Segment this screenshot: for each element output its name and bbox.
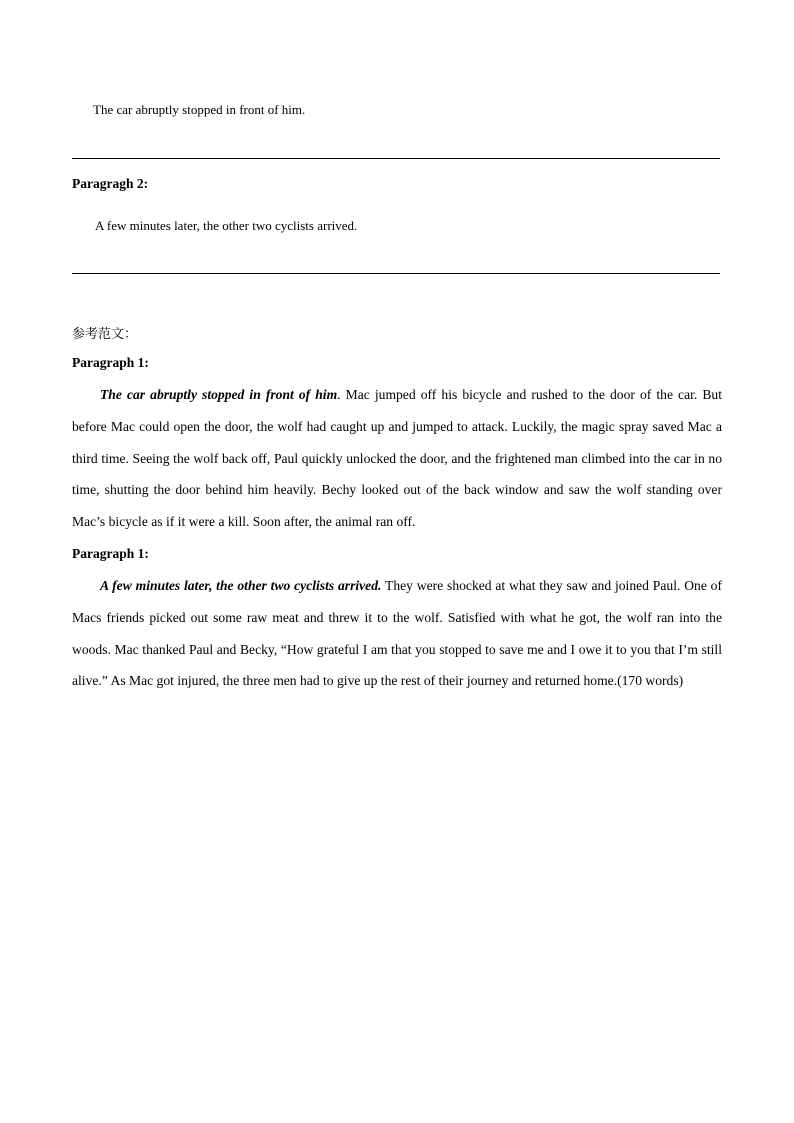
sample-paragraph2 — [72, 570, 722, 697]
sample-paragraph1-body: . Mac jumped off his bicycle and rushed to the door of the car. But before Mac could open the door, the wolf had caught up and jumped to attack. Luckily, the magic spray saved Mac a third time. Seeing the wolf back off, Paul quickly unlocked the door, and the frightened man climbed into the car in no time, shutting the door behind him heavily. Bechy looked out of the back window and saw the wolf standing over Mac’s bicycle as if it were a kill. Soon after, the animal ran off. — [72, 387, 723, 530]
sample-paragraph2-heading: Paragraph 1: — [72, 546, 149, 561]
reference-sample-label: 参考范文： — [72, 327, 138, 342]
paragraph1-prompt: The car abruptly stopped in front of him. — [93, 102, 306, 117]
sample-paragraph2-body: They were shocked at what they saw and joined Paul. One of Macs friends picked out some raw meat and threw it to the wolf. Satisfied with what he got, the wolf ran into the woods. Mac thanked Paul and Becky, “How grateful I am that you stopped to save me and I owe it to you that I’m still alive.” As Mac got injured, the three men had to give up the rest of their journey and returned home.(170 words) — [72, 578, 723, 689]
paragraph2-label: Paragragh 2: — [72, 176, 149, 191]
sample-paragraph1-lead: The car abruptly stopped in front of him — [100, 387, 338, 402]
writing-line-1 — [72, 158, 720, 159]
paragraph2-prompt: A few minutes later, the other two cyclists arrived. — [95, 218, 358, 233]
writing-line-2 — [72, 273, 720, 274]
sample-paragraph2-lead: A few minutes later, the other two cyclists arrived. — [100, 578, 382, 593]
sample-paragraph1 — [72, 379, 722, 538]
sample-paragraph1-heading: Paragraph 1: — [72, 355, 149, 370]
